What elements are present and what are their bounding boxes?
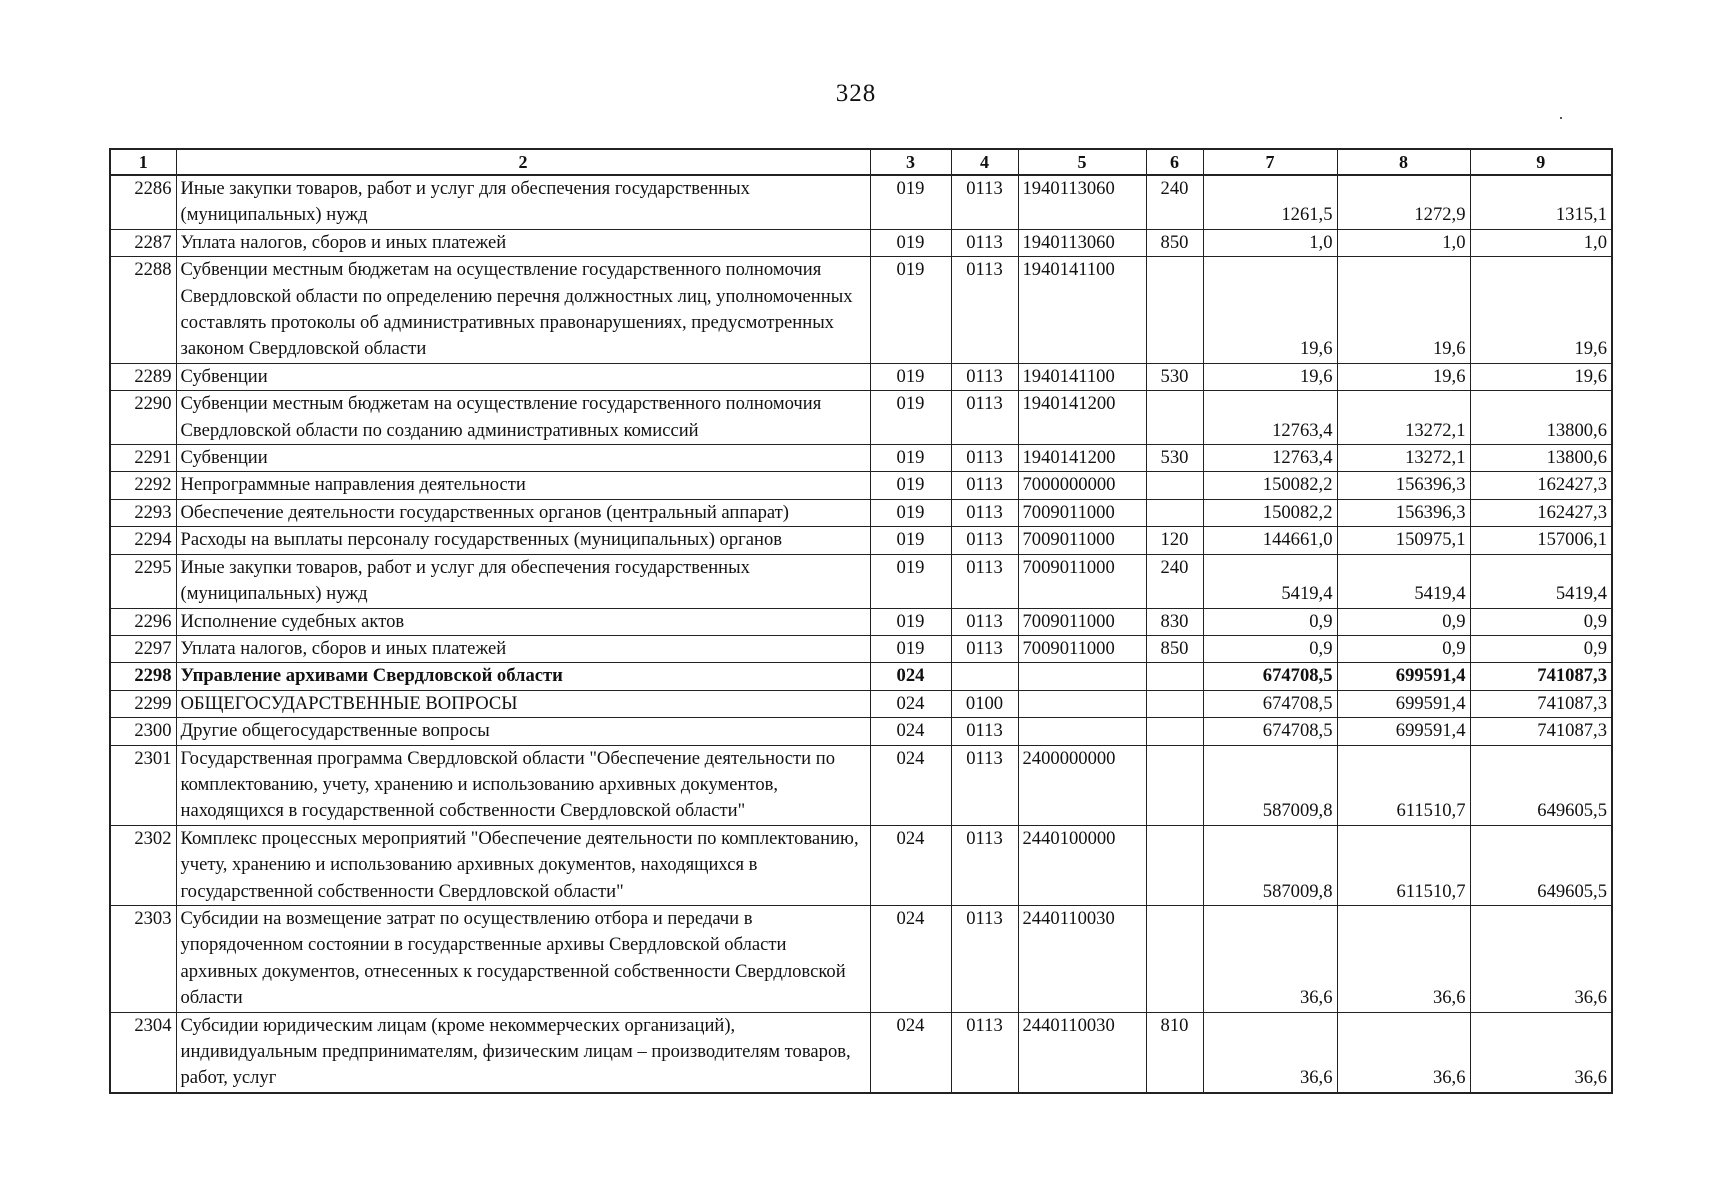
amount-year-2: 5419,4	[1337, 554, 1470, 608]
amount-year-3: 649605,5	[1470, 745, 1612, 825]
amount-year-2: 150975,1	[1337, 527, 1470, 554]
table-row	[110, 391, 1612, 445]
table-row	[110, 718, 1612, 745]
table-row	[110, 229, 1612, 256]
amount-year-1: 12763,4	[1203, 445, 1337, 472]
amount-year-2: 36,6	[1337, 905, 1470, 1012]
budget-table	[109, 148, 1613, 1094]
amount-year-2: 1272,9	[1337, 175, 1470, 229]
row-number: 2295	[110, 554, 176, 608]
target-article-code: 1940141200	[1018, 391, 1146, 445]
amount-year-3: 5419,4	[1470, 554, 1612, 608]
amount-year-1: 674708,5	[1203, 718, 1337, 745]
page-number: 328	[835, 80, 877, 107]
row-number: 2303	[110, 905, 176, 1012]
table-row	[110, 554, 1612, 608]
table-body	[110, 175, 1612, 1093]
target-article-code: 7009011000	[1018, 499, 1146, 526]
row-number: 2298	[110, 663, 176, 690]
section-code: 0113	[951, 472, 1018, 499]
amount-year-2: 0,9	[1337, 635, 1470, 662]
section-code: 0113	[951, 905, 1018, 1012]
row-number: 2296	[110, 608, 176, 635]
target-article-code: 1940141100	[1018, 363, 1146, 390]
expense-type-code: 830	[1146, 608, 1203, 635]
ministry-code: 019	[870, 554, 951, 608]
amount-year-2: 699591,4	[1337, 718, 1470, 745]
table-row	[110, 608, 1612, 635]
row-number: 2302	[110, 825, 176, 905]
expense-type-code	[1146, 391, 1203, 445]
amount-year-1: 36,6	[1203, 905, 1337, 1012]
expense-name: Иные закупки товаров, работ и услуг для обеспечения государственных (муниципальных) нужд	[176, 175, 870, 229]
amount-year-2: 1,0	[1337, 229, 1470, 256]
amount-year-2: 611510,7	[1337, 745, 1470, 825]
section-code: 0113	[951, 445, 1018, 472]
amount-year-1: 150082,2	[1203, 472, 1337, 499]
row-number: 2286	[110, 175, 176, 229]
amount-year-1: 587009,8	[1203, 745, 1337, 825]
ministry-code: 024	[870, 718, 951, 745]
amount-year-3: 19,6	[1470, 363, 1612, 390]
amount-year-1: 0,9	[1203, 608, 1337, 635]
expense-type-code: 240	[1146, 175, 1203, 229]
amount-year-2: 36,6	[1337, 1012, 1470, 1093]
table-row	[110, 445, 1612, 472]
expense-name: Исполнение судебных актов	[176, 608, 870, 635]
amount-year-1: 674708,5	[1203, 663, 1337, 690]
target-article-code: 2440110030	[1018, 1012, 1146, 1093]
target-article-code: 7009011000	[1018, 527, 1146, 554]
expense-name: Непрограммные направления деятельности	[176, 472, 870, 499]
ministry-code: 019	[870, 445, 951, 472]
target-article-code	[1018, 663, 1146, 690]
target-article-code: 7009011000	[1018, 608, 1146, 635]
row-number: 2297	[110, 635, 176, 662]
expense-type-code	[1146, 718, 1203, 745]
ministry-code: 024	[870, 745, 951, 825]
section-code: 0113	[951, 635, 1018, 662]
target-article-code: 7000000000	[1018, 472, 1146, 499]
target-article-code: 1940141200	[1018, 445, 1146, 472]
row-number: 2299	[110, 690, 176, 717]
table-row	[110, 690, 1612, 717]
amount-year-3: 157006,1	[1470, 527, 1612, 554]
amount-year-2: 19,6	[1337, 257, 1470, 364]
amount-year-3: 1315,1	[1470, 175, 1612, 229]
amount-year-2: 156396,3	[1337, 472, 1470, 499]
section-code: 0113	[951, 175, 1018, 229]
table-row	[110, 663, 1612, 690]
target-article-code: 1940113060	[1018, 229, 1146, 256]
amount-year-1: 1261,5	[1203, 175, 1337, 229]
amount-year-2: 156396,3	[1337, 499, 1470, 526]
amount-year-1: 674708,5	[1203, 690, 1337, 717]
target-article-code: 2400000000	[1018, 745, 1146, 825]
expense-name: Иные закупки товаров, работ и услуг для обеспечения государственных (муниципальных) нужд	[176, 554, 870, 608]
target-article-code: 1940141100	[1018, 257, 1146, 364]
amount-year-1: 12763,4	[1203, 391, 1337, 445]
expense-name: Обеспечение деятельности государственных органов (центральный аппарат)	[176, 499, 870, 526]
expense-name: Субвенции	[176, 363, 870, 390]
section-code: 0113	[951, 554, 1018, 608]
section-code: 0113	[951, 527, 1018, 554]
ministry-code: 019	[870, 499, 951, 526]
section-code: 0113	[951, 825, 1018, 905]
expense-type-code	[1146, 663, 1203, 690]
expense-type-code: 850	[1146, 229, 1203, 256]
expense-type-code: 810	[1146, 1012, 1203, 1093]
amount-year-2: 699591,4	[1337, 690, 1470, 717]
row-number: 2290	[110, 391, 176, 445]
ministry-code: 019	[870, 363, 951, 390]
amount-year-1: 144661,0	[1203, 527, 1337, 554]
expense-type-code	[1146, 472, 1203, 499]
section-code: 0113	[951, 745, 1018, 825]
row-number: 2300	[110, 718, 176, 745]
expense-name: Уплата налогов, сборов и иных платежей	[176, 635, 870, 662]
table-row	[110, 905, 1612, 1012]
column-header-4: 4	[951, 149, 1018, 175]
expense-name: Субсидии юридическим лицам (кроме некоммерческих организаций), индивидуальным предпринимателям, физическим лицам – производителям товаров, работ, услуг	[176, 1012, 870, 1093]
section-code	[951, 663, 1018, 690]
column-header-5: 5	[1018, 149, 1146, 175]
column-header-7: 7	[1203, 149, 1337, 175]
row-number: 2304	[110, 1012, 176, 1093]
row-number: 2288	[110, 257, 176, 364]
expense-name: Субвенции	[176, 445, 870, 472]
target-article-code	[1018, 718, 1146, 745]
row-number: 2301	[110, 745, 176, 825]
amount-year-1: 19,6	[1203, 257, 1337, 364]
expense-name: Расходы на выплаты персоналу государственных (муниципальных) органов	[176, 527, 870, 554]
amount-year-3: 36,6	[1470, 1012, 1612, 1093]
expense-type-code	[1146, 905, 1203, 1012]
amount-year-1: 587009,8	[1203, 825, 1337, 905]
column-header-6: 6	[1146, 149, 1203, 175]
section-code: 0113	[951, 718, 1018, 745]
expense-type-code: 120	[1146, 527, 1203, 554]
expense-name: Субсидии на возмещение затрат по осуществлению отбора и передачи в упорядоченном состоянии в государственные архивы Свердловской области архивных документов, отнесенных к государственной собственности Свердловской области	[176, 905, 870, 1012]
ministry-code: 019	[870, 391, 951, 445]
column-header-3: 3	[870, 149, 951, 175]
section-code: 0113	[951, 1012, 1018, 1093]
amount-year-1: 36,6	[1203, 1012, 1337, 1093]
target-article-code: 2440100000	[1018, 825, 1146, 905]
table-row	[110, 472, 1612, 499]
table-row	[110, 175, 1612, 229]
expense-name: Государственная программа Свердловской области "Обеспечение деятельности по комплектованию, учету, хранению и использованию архивных документов, находящихся в государственной собственности Свердловской области"	[176, 745, 870, 825]
amount-year-3: 741087,3	[1470, 718, 1612, 745]
ministry-code: 024	[870, 825, 951, 905]
table-row	[110, 257, 1612, 364]
table-row	[110, 499, 1612, 526]
amount-year-1: 5419,4	[1203, 554, 1337, 608]
column-header-2: 2	[176, 149, 870, 175]
amount-year-3: 741087,3	[1470, 663, 1612, 690]
amount-year-2: 13272,1	[1337, 391, 1470, 445]
column-header-8: 8	[1337, 149, 1470, 175]
target-article-code: 7009011000	[1018, 554, 1146, 608]
table-row	[110, 527, 1612, 554]
table-row	[110, 825, 1612, 905]
expense-name: Управление архивами Свердловской области	[176, 663, 870, 690]
section-code: 0113	[951, 499, 1018, 526]
column-header-9: 9	[1470, 149, 1612, 175]
row-number: 2291	[110, 445, 176, 472]
amount-year-3: 13800,6	[1470, 391, 1612, 445]
ministry-code: 019	[870, 608, 951, 635]
table-header-row	[110, 149, 1612, 175]
amount-year-3: 649605,5	[1470, 825, 1612, 905]
amount-year-3: 19,6	[1470, 257, 1612, 364]
ministry-code: 024	[870, 690, 951, 717]
expense-type-code: 530	[1146, 445, 1203, 472]
ministry-code: 019	[870, 635, 951, 662]
table-row	[110, 635, 1612, 662]
row-number: 2292	[110, 472, 176, 499]
amount-year-2: 611510,7	[1337, 825, 1470, 905]
ministry-code: 019	[870, 175, 951, 229]
ministry-code: 019	[870, 527, 951, 554]
section-code: 0113	[951, 391, 1018, 445]
table-row	[110, 1012, 1612, 1093]
expense-name: Комплекс процессных мероприятий "Обеспечение деятельности по комплектованию, учету, хранению и использованию архивных документов, находящихся в государственной собственности Свердловской области"	[176, 825, 870, 905]
expense-name: Другие общегосударственные вопросы	[176, 718, 870, 745]
amount-year-2: 19,6	[1337, 363, 1470, 390]
amount-year-2: 699591,4	[1337, 663, 1470, 690]
column-header-1: 1	[110, 149, 176, 175]
scan-speck	[1560, 117, 1562, 119]
amount-year-3: 13800,6	[1470, 445, 1612, 472]
amount-year-2: 13272,1	[1337, 445, 1470, 472]
amount-year-3: 1,0	[1470, 229, 1612, 256]
expense-type-code: 240	[1146, 554, 1203, 608]
amount-year-3: 162427,3	[1470, 499, 1612, 526]
section-code: 0113	[951, 257, 1018, 364]
ministry-code: 024	[870, 905, 951, 1012]
expense-type-code	[1146, 825, 1203, 905]
amount-year-1: 0,9	[1203, 635, 1337, 662]
expense-type-code: 530	[1146, 363, 1203, 390]
table-row	[110, 745, 1612, 825]
section-code: 0113	[951, 229, 1018, 256]
expense-name: Уплата налогов, сборов и иных платежей	[176, 229, 870, 256]
expense-type-code: 850	[1146, 635, 1203, 662]
amount-year-3: 0,9	[1470, 635, 1612, 662]
target-article-code	[1018, 690, 1146, 717]
table-row	[110, 363, 1612, 390]
section-code: 0113	[951, 363, 1018, 390]
expense-type-code	[1146, 499, 1203, 526]
expense-name: ОБЩЕГОСУДАРСТВЕННЫЕ ВОПРОСЫ	[176, 690, 870, 717]
amount-year-1: 19,6	[1203, 363, 1337, 390]
target-article-code: 7009011000	[1018, 635, 1146, 662]
amount-year-2: 0,9	[1337, 608, 1470, 635]
amount-year-3: 36,6	[1470, 905, 1612, 1012]
section-code: 0113	[951, 608, 1018, 635]
expense-type-code	[1146, 745, 1203, 825]
ministry-code: 019	[870, 229, 951, 256]
amount-year-3: 162427,3	[1470, 472, 1612, 499]
row-number: 2289	[110, 363, 176, 390]
ministry-code: 024	[870, 663, 951, 690]
row-number: 2287	[110, 229, 176, 256]
ministry-code: 019	[870, 472, 951, 499]
amount-year-1: 150082,2	[1203, 499, 1337, 526]
amount-year-1: 1,0	[1203, 229, 1337, 256]
expense-name: Субвенции местным бюджетам на осуществление государственного полномочия Свердловской области по созданию административных комиссий	[176, 391, 870, 445]
amount-year-3: 0,9	[1470, 608, 1612, 635]
target-article-code: 2440110030	[1018, 905, 1146, 1012]
row-number: 2294	[110, 527, 176, 554]
ministry-code: 019	[870, 257, 951, 364]
ministry-code: 024	[870, 1012, 951, 1093]
row-number: 2293	[110, 499, 176, 526]
expense-name: Субвенции местным бюджетам на осуществление государственного полномочия Свердловской области по определению перечня должностных лиц, уполномоченных составлять протоколы об административных правонарушениях, предусмотренных законом Свердловской области	[176, 257, 870, 364]
section-code: 0100	[951, 690, 1018, 717]
target-article-code: 1940113060	[1018, 175, 1146, 229]
expense-type-code	[1146, 690, 1203, 717]
expense-type-code	[1146, 257, 1203, 364]
amount-year-3: 741087,3	[1470, 690, 1612, 717]
